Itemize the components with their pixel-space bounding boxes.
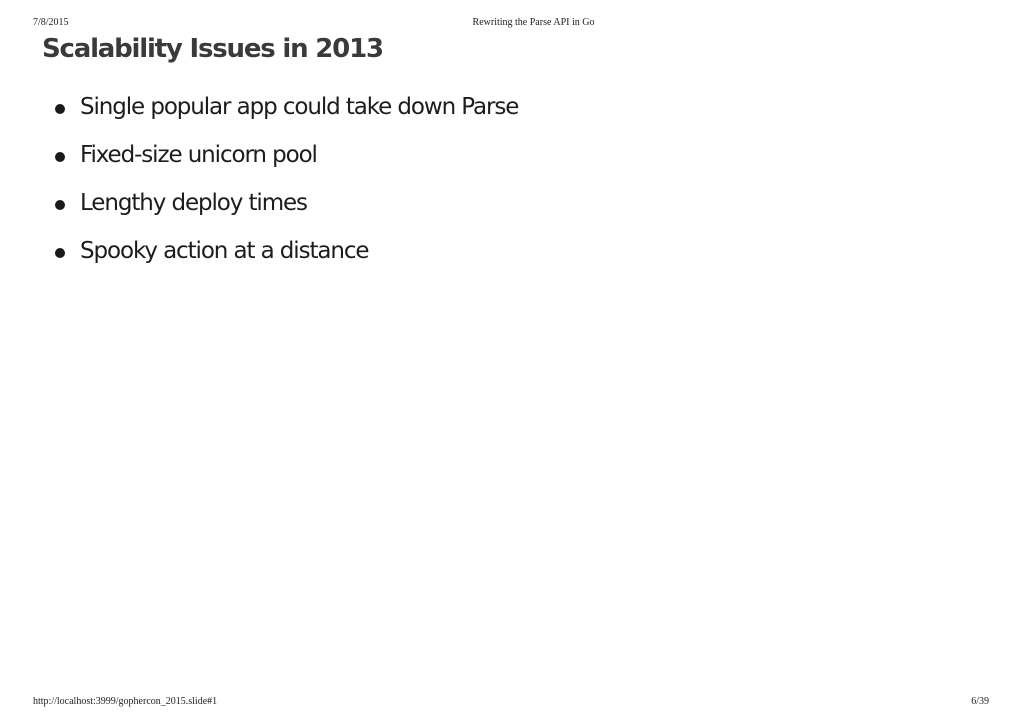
bullet-item (0, 139, 700, 187)
bullet-dot-icon (55, 104, 65, 114)
bullet-list (0, 91, 700, 283)
bullet-item (0, 91, 700, 139)
print-url: http://localhost:3999/gophercon_2015.slide#1 (33, 696, 218, 707)
bullet-text: Fixed-size unicorn pool (80, 142, 317, 168)
print-date: 7/8/2015 (33, 17, 69, 28)
slide-title: Scalability Issues in 2013 (42, 34, 383, 64)
print-document-title: Rewriting the Parse API in Go (472, 17, 595, 28)
print-footer (0, 696, 1024, 710)
bullet-dot-icon (55, 200, 65, 210)
print-page-number: 6/39 (971, 696, 989, 707)
print-header (0, 17, 1024, 31)
bullet-text: Spooky action at a distance (80, 238, 369, 264)
bullet-text: Single popular app could take down Parse (80, 94, 519, 120)
bullet-item (0, 235, 700, 283)
bullet-dot-icon (55, 248, 65, 258)
bullet-dot-icon (55, 152, 65, 162)
bullet-text: Lengthy deploy times (80, 190, 307, 216)
bullet-item (0, 187, 700, 235)
